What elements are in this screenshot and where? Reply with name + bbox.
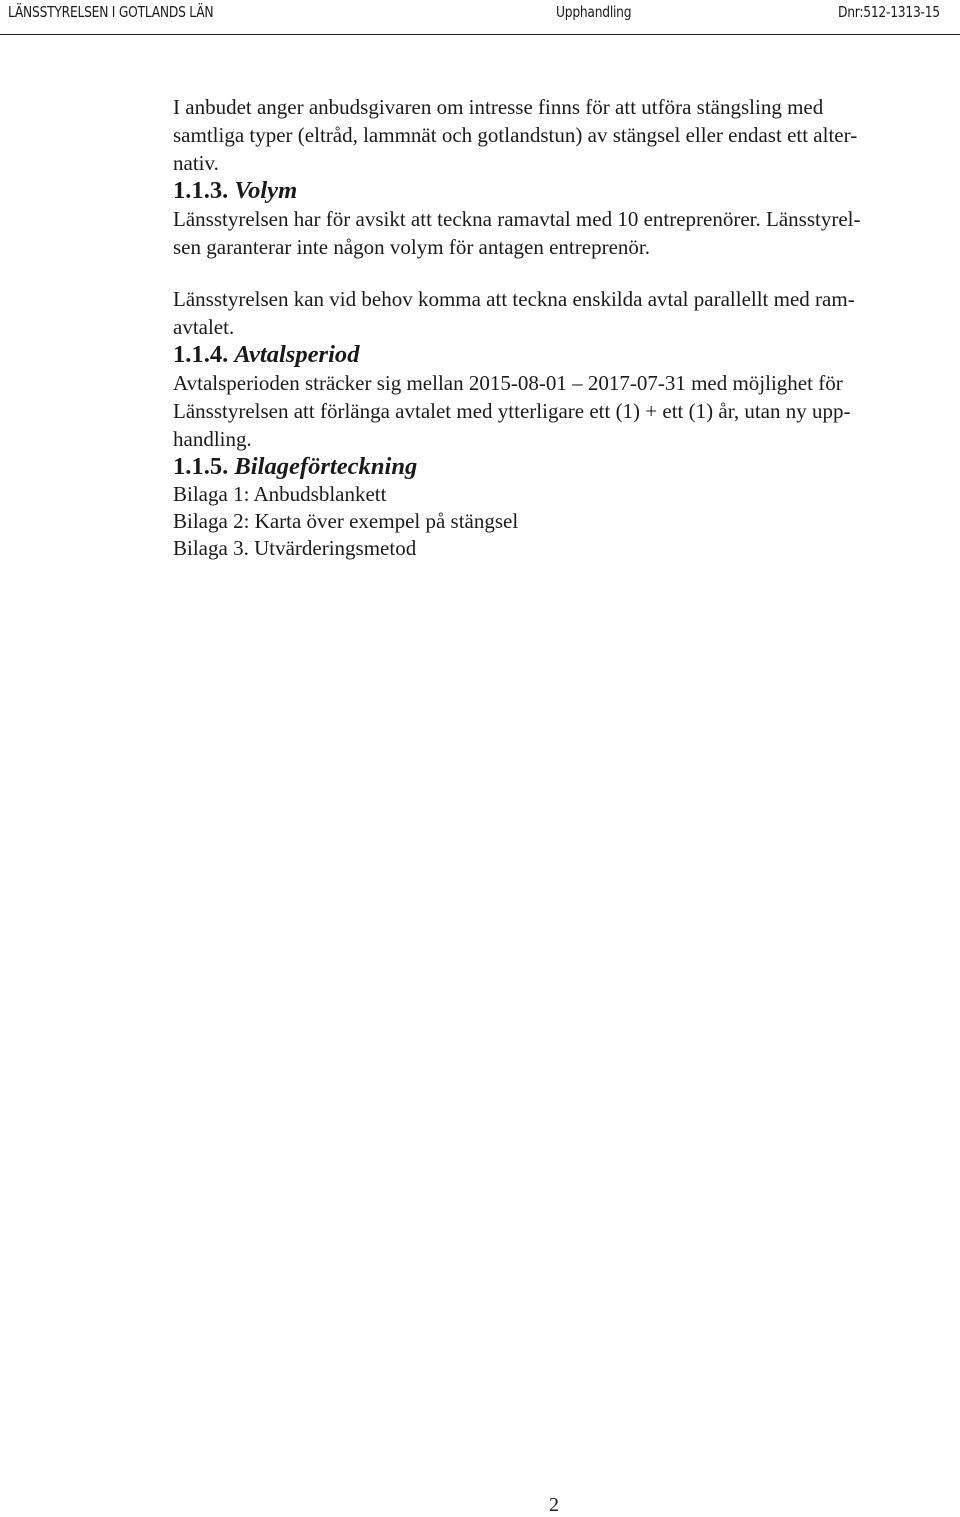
intro-line-2: samtliga typer (eltråd, lammnät och gotlandstun) av stängsel eller endast ett alter- (173, 123, 858, 147)
page-header (0, 0, 960, 35)
page-footer (0, 1493, 960, 1517)
section-number: 1.1.3. (173, 177, 229, 204)
section-heading-avtalsperiod (173, 341, 940, 369)
attachment-list (173, 481, 940, 562)
volym-p2-line-2: avtalet. (173, 315, 235, 339)
header-organization: LÄNSSTYRELSEN I GOTLANDS LÄN (8, 3, 214, 21)
attachment-item: Bilaga 3. Utvärderingsmetod (173, 536, 417, 560)
volym-p1-line-1: Länsstyrelsen har för avsikt att teckna ramavtal med 10 entreprenörer. Länsstyrel- (173, 207, 861, 231)
volym-paragraph-2 (173, 285, 940, 341)
volym-p2-line-1: Länsstyrelsen kan vid behov komma att teckna enskilda avtal parallellt med ram- (173, 287, 855, 311)
avtalsperiod-line-3: handling. (173, 427, 252, 451)
volym-p1-line-2: sen garanterar inte någon volym för antagen entreprenör. (173, 235, 650, 259)
section-heading-bilagor (173, 453, 940, 481)
header-document-type: Upphandling (556, 3, 632, 21)
section-number: 1.1.5. (173, 453, 229, 480)
section-title: Bilageförteckning (234, 453, 418, 480)
avtalsperiod-line-1: Avtalsperioden sträcker sig mellan 2015-08-01 – 2017-07-31 med möjlighet för (173, 371, 843, 395)
intro-line-3: nativ. (173, 151, 219, 175)
volym-paragraph-1 (173, 205, 940, 261)
section-heading-volym (173, 177, 940, 205)
intro-paragraph (173, 93, 940, 177)
attachment-item: Bilaga 2: Karta över exempel på stängsel (173, 509, 519, 533)
page-number: 2 (549, 1494, 559, 1516)
section-title: Avtalsperiod (234, 341, 360, 368)
avtalsperiod-paragraph (173, 369, 940, 453)
avtalsperiod-line-2: Länsstyrelsen att förlänga avtalet med ytterligare ett (1) + ett (1) år, utan ny upp- (173, 399, 851, 423)
attachment-item: Bilaga 1: Anbudsblankett (173, 482, 387, 506)
intro-line-1: I anbudet anger anbudsgivaren om intresse finns för att utföra stängsling med (173, 95, 824, 119)
section-number: 1.1.4. (173, 341, 229, 368)
document-body (173, 93, 940, 562)
header-reference: Dnr:512-1313-15 (838, 3, 940, 21)
section-title: Volym (234, 177, 298, 204)
